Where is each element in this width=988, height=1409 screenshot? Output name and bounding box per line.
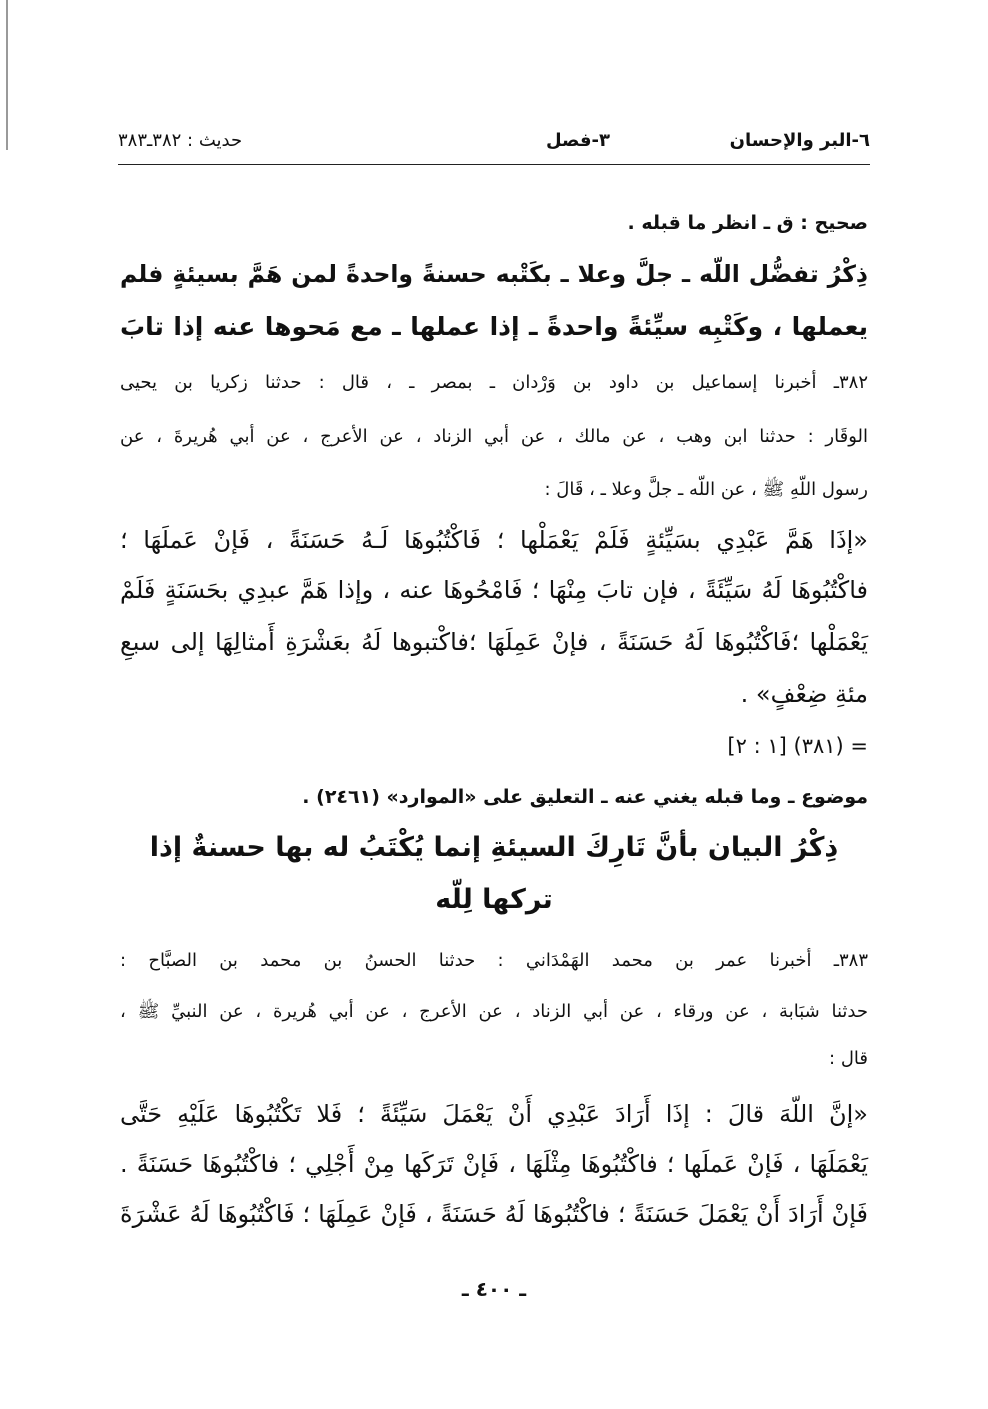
page-number: ـ ٤٠٠ ـ	[461, 1277, 527, 1301]
hadith-text-line: فَإنْ أَرَادَ أَنْ يَعْمَلَ حَسَنَةً ؛ فاكْتُبُوهَا لَهُ حَسَنَةً ، فَإنْ عَمِلَهَا ؛ فَاكْتُبُوهَا لَهُ عَشْرَةَ	[120, 1200, 868, 1228]
hadith-text-line: يَعْمَلَهَا ، فَإنْ عَملَها ؛ فاكْتُبُوهَا مِثْلَهَا ، فَإنْ تَرَكَها مِنْ أَجْلِي ؛ فاكْتُبُوهَا حَسَنَةً .	[120, 1150, 868, 1178]
chapter-title-line: تركها لِلّه	[435, 884, 553, 915]
header-divider	[118, 164, 870, 165]
isnad-line: ٣٨٣ـ أخبرنا عمر بن محمد الهَمْدَاني : حدثنا الحسنُ بن محمد بن الصبَّاح :	[120, 950, 868, 971]
hadith-text-line: «إنَّ اللّهَ قالَ : إذَا أَرَادَ عَبْدِي أَنْ يَعْمَلَ سَيِّئَةً ؛ فَلا تَكْتُبُوهَا عَلَيْهِ حَتَّى	[120, 1100, 868, 1128]
hadith-text-line: فاكْتُبُوهَا لَهُ سَيِّئَةً ، فإن تابَ مِنْهَا ؛ فَامْحُوهَا عنه ، وإذا هَمَّ عبدِي بحَسَنَةٍ فَلَمْ	[120, 576, 868, 604]
grading-note: صحيح : ق ـ انظر ما قبله .	[627, 212, 868, 234]
chapter-title-line: ذِكْرُ تفضُّل اللّه ـ جلَّ وعلا ـ بكَتْبه حسنةً واحدةً لمن هَمَّ بسيئةٍ فلم	[120, 260, 868, 288]
running-header	[118, 126, 870, 160]
scan-edge-line	[6, 0, 8, 150]
header-chapter: ٦-البر والإحسان	[729, 130, 870, 151]
cross-reference: = (٣٨١) [١ : ٢]	[727, 734, 868, 758]
grading-note: موضوع ـ وما قبله يغني عنه ـ التعليق على «الموارد» (٢٤٦١) .	[302, 786, 868, 808]
hadith-text-line: «إذَا هَمَّ عَبْدِي بسَيِّئةٍ فَلَمْ يَعْمَلْها ؛ فَاكْتُبُوهَا لَـهُ حَسَنَةً ، فَإنْ عَملَهَا ؛	[120, 526, 868, 554]
hadith-text-line: يَعْمَلْها ؛فَاكْتُبُوهَا لَهُ حَسَنَةً ، فإنْ عَمِلَهَا ؛فاكْتبوها لَهُ بعَشْرَةِ أَمثالِهَا إلى سبعِ	[120, 628, 868, 656]
header-hadith-range: حديث : ٣٨٢ـ٣٨٣	[118, 130, 243, 151]
isnad-line: حدثنا شبَابة ، عن ورقاء ، عن أبي الزناد ، عن الأعرج ، عن أبي هُريرة ، عن النبيِّ ﷺ ،	[120, 1001, 868, 1022]
header-section: ٣-فصل	[545, 130, 610, 151]
isnad-line: رسول اللّهِ ﷺ ، عن اللّه ـ جلَّ وعلا ـ ، قَالَ :	[544, 479, 868, 500]
isnad-line: الوقَار : حدثنا ابن وهب ، عن مالك ، عن أبي الزناد ، عن الأعرج ، عن أبي هُريرةَ ، عن	[120, 426, 868, 447]
hadith-text-line: مئةِ ضِعْفٍ» .	[740, 680, 868, 708]
isnad-line: قال :	[829, 1048, 868, 1069]
chapter-title-line: يعملها ، وكَتْبِه سيِّئةً واحدةً ـ إذا عملها ـ مع مَحوها عنه إذا تابَ	[120, 312, 868, 341]
isnad-line: ٣٨٢ـ أخبرنا إسماعيل بن داود بن وَرْدان ـ بمصر ـ ، قال : حدثنا زكريا بن يحيى	[120, 372, 868, 393]
chapter-title-line: ذِكْرُ البيان بأنَّ تَارِكَ السيئةِ إنما يُكْتَبُ له بها حسنةٌ إذا	[149, 832, 839, 863]
